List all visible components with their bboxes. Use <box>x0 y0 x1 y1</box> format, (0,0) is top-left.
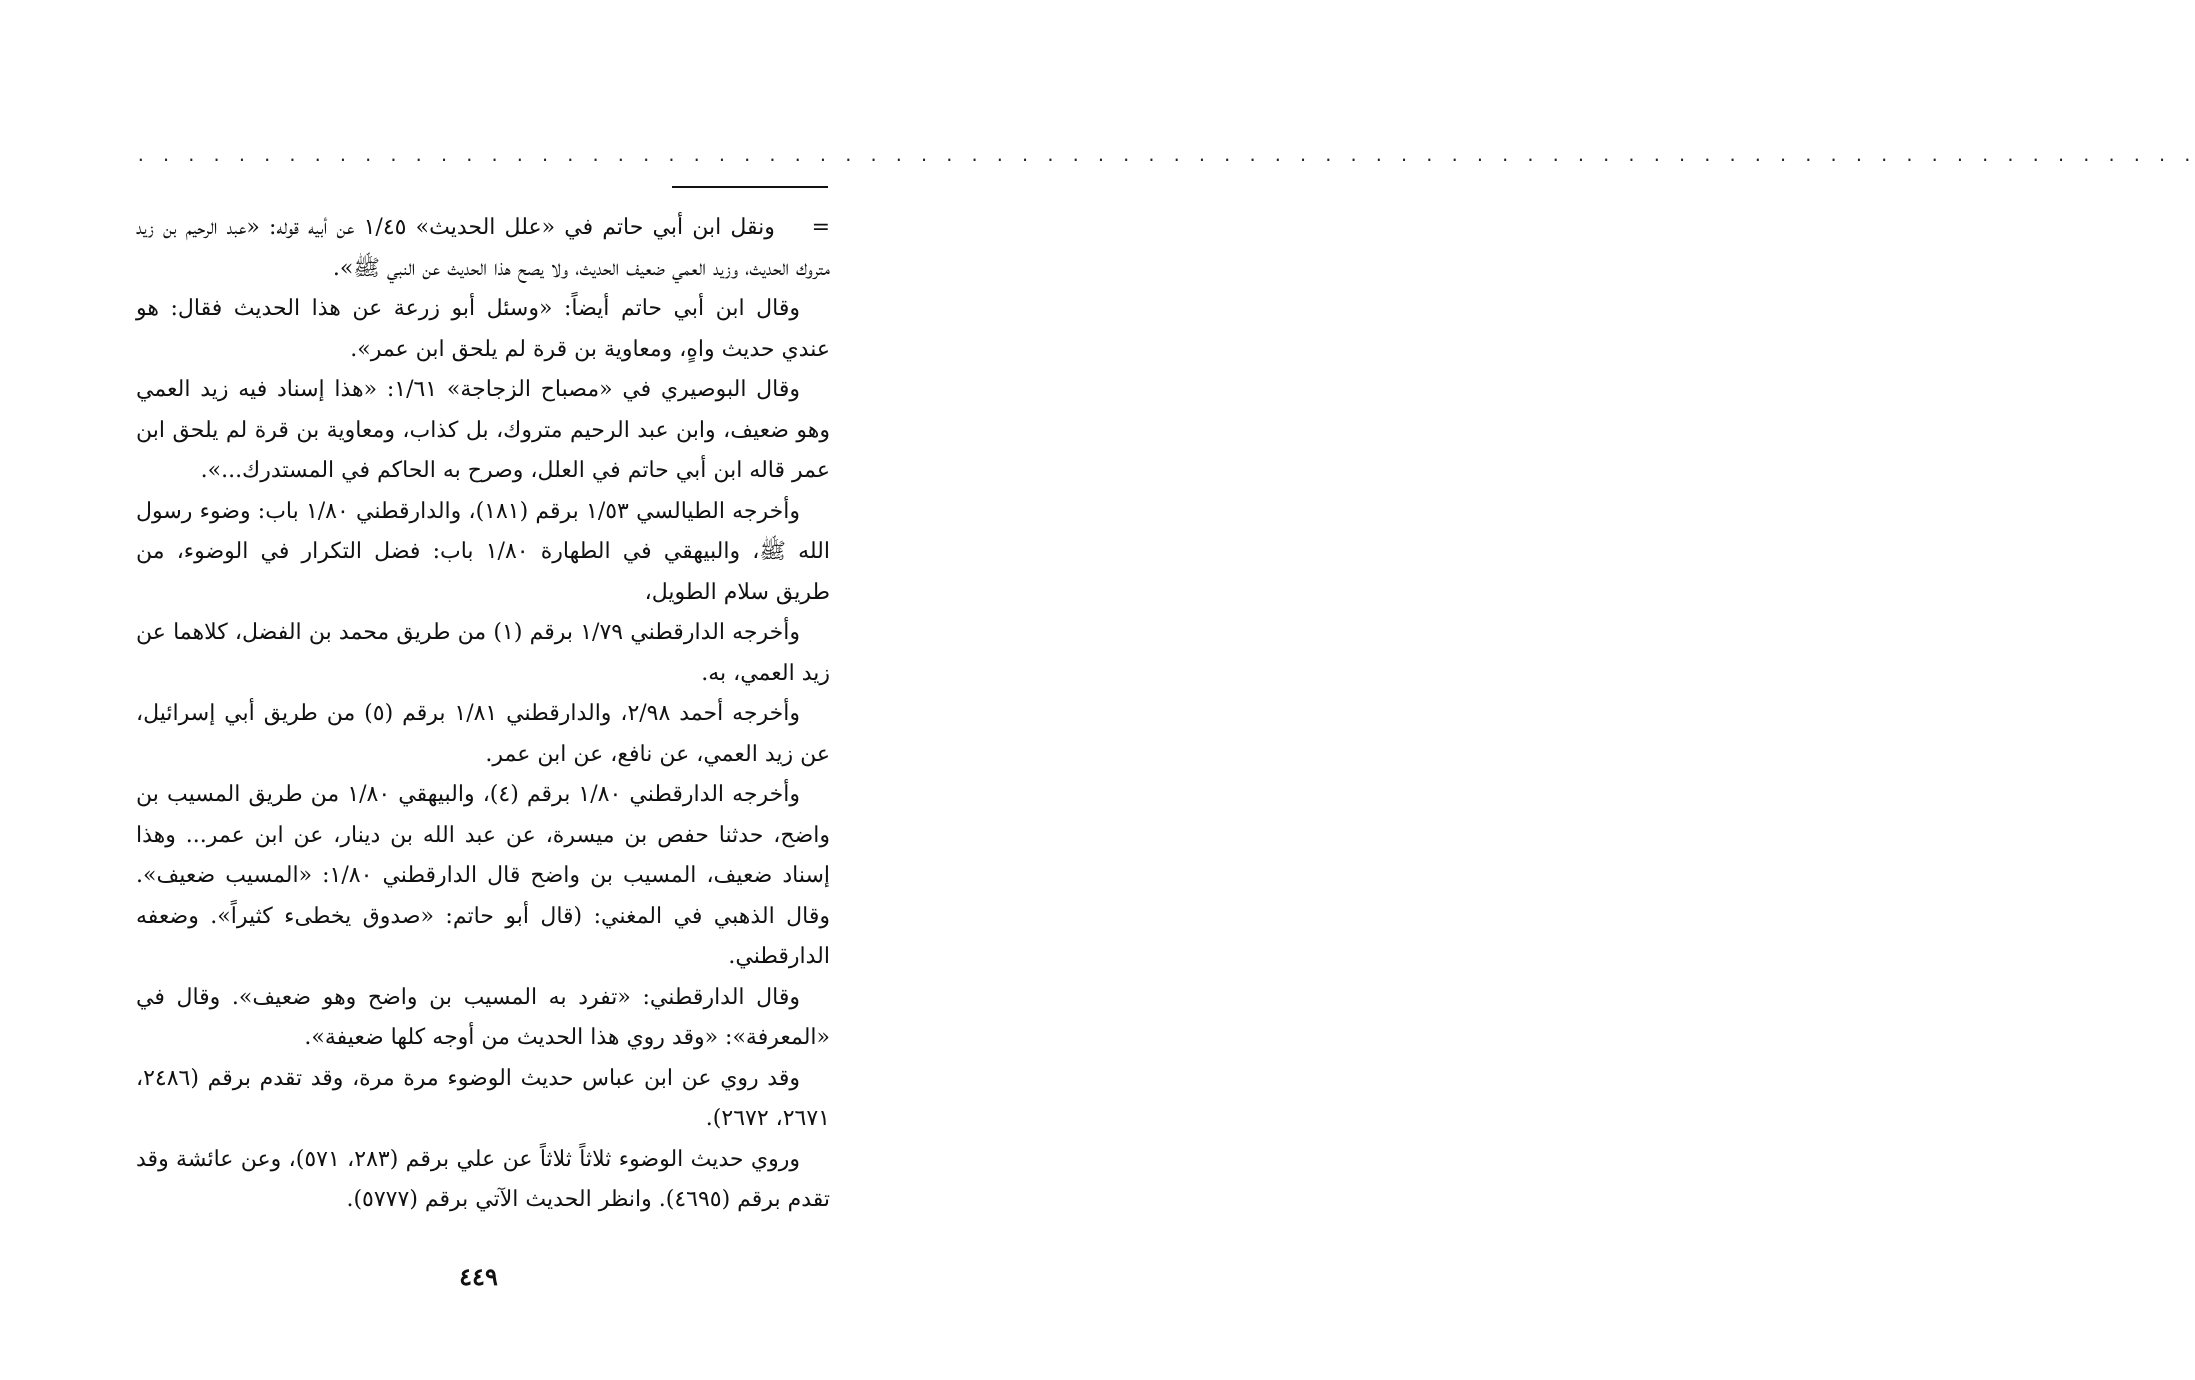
separator-dots: . . . . . . . . . . . . . . . . . . . . . . . . . . . . . . . . . . . . . . . . . . . . . . . . . . . . . . . . . . . . . . . . . . . . . . . . . . . . . . . . . . <box>136 146 2195 165</box>
footnote-body <box>136 208 830 1221</box>
paragraph-10: وروي حديث الوضوء ثلاثاً ثلاثاً عن علي برقم (٢٨٣، ٥٧١)، وعن عائشة وقد تقدم برقم (٤٦٩٥). وانظر الحديث الآتي برقم (٥٧٧٧). <box>136 1146 830 1212</box>
paragraph-5: وأخرجه الدارقطني ١/٧٩ برقم (١) من طريق محمد بن الفضل، كلاهما عن زيد العمي، به. <box>136 620 830 686</box>
paragraph-7: وأخرجه الدارقطني ١/٨٠ برقم (٤)، والبيهقي ١/٨٠ من طريق المسيب بن واضح، حدثنا حفص بن ميسرة، عن عبد الله بن دينار، عن ابن عمر... وهذا إسناد ضعيف، المسيب بن واضح قال الدارقطني ١/٨٠: «المسيب ضعيف». وقال الذهبي في المغني: (قال أبو حاتم: «صدوق يخطىء كثيراً». وضعفه الدارقطني. <box>136 782 830 969</box>
paragraph-1 <box>136 208 830 289</box>
page-number: ٤٤٩ <box>459 1262 498 1291</box>
paragraph-6: وأخرجه أحمد ٢/٩٨، والدارقطني ١/٨١ برقم (٥) من طريق أبي إسرائيل، عن زيد العمي، عن نافع، عن ابن عمر. <box>136 701 830 767</box>
paragraph-3: وقال البوصيري في «مصباح الزجاجة» ١/٦١: «هذا إسناد فيه زيد العمي وهو ضعيف، وابن عبد الرحيم متروك، بل كذاب، ومعاوية بن قرة لم يلحق ابن عمر قاله ابن أبي حاتم في العلل، وصرح به الحاكم في المستدرك...». <box>136 377 830 483</box>
paragraph-1-text: ونقل ابن أبي حاتم في «علل الحديث» ١/٤٥ عن أبيه قوله: «عبد الرحيم بن زيد متروك الحديث، وزيد العمي ضعيف الحديث، ولا يصح هذا الحديث عن النبي ﷺ». <box>136 215 830 281</box>
paragraph-9: وقد روي عن ابن عباس حديث الوضوء مرة مرة، وقد تقدم برقم (٢٤٨٦، ٢٦٧١، ٢٦٧٢). <box>136 1065 830 1131</box>
footnote-rule <box>672 186 828 188</box>
paragraph-8: وقال الدارقطني: «تفرد به المسيب بن واضح وهو ضعيف». وقال في «المعرفة»: «وقد روي هذا الحديث من أوجه كلها ضعيفة». <box>136 984 830 1050</box>
continuation-mark: = <box>811 215 831 240</box>
paragraph-2: وقال ابن أبي حاتم أيضاً: «وسئل أبو زرعة عن هذا الحديث فقال: هو عندي حديث واهٍ، ومعاوية بن قرة لم يلحق ابن عمر». <box>136 296 830 362</box>
paragraph-4: وأخرجه الطيالسي ١/٥٣ برقم (١٨١)، والدارقطني ١/٨٠ باب: وضوء رسول الله ﷺ، والبيهقي في الطهارة ١/٨٠ باب: فضل التكرار في الوضوء، من طريق سلام الطويل، <box>136 498 831 605</box>
